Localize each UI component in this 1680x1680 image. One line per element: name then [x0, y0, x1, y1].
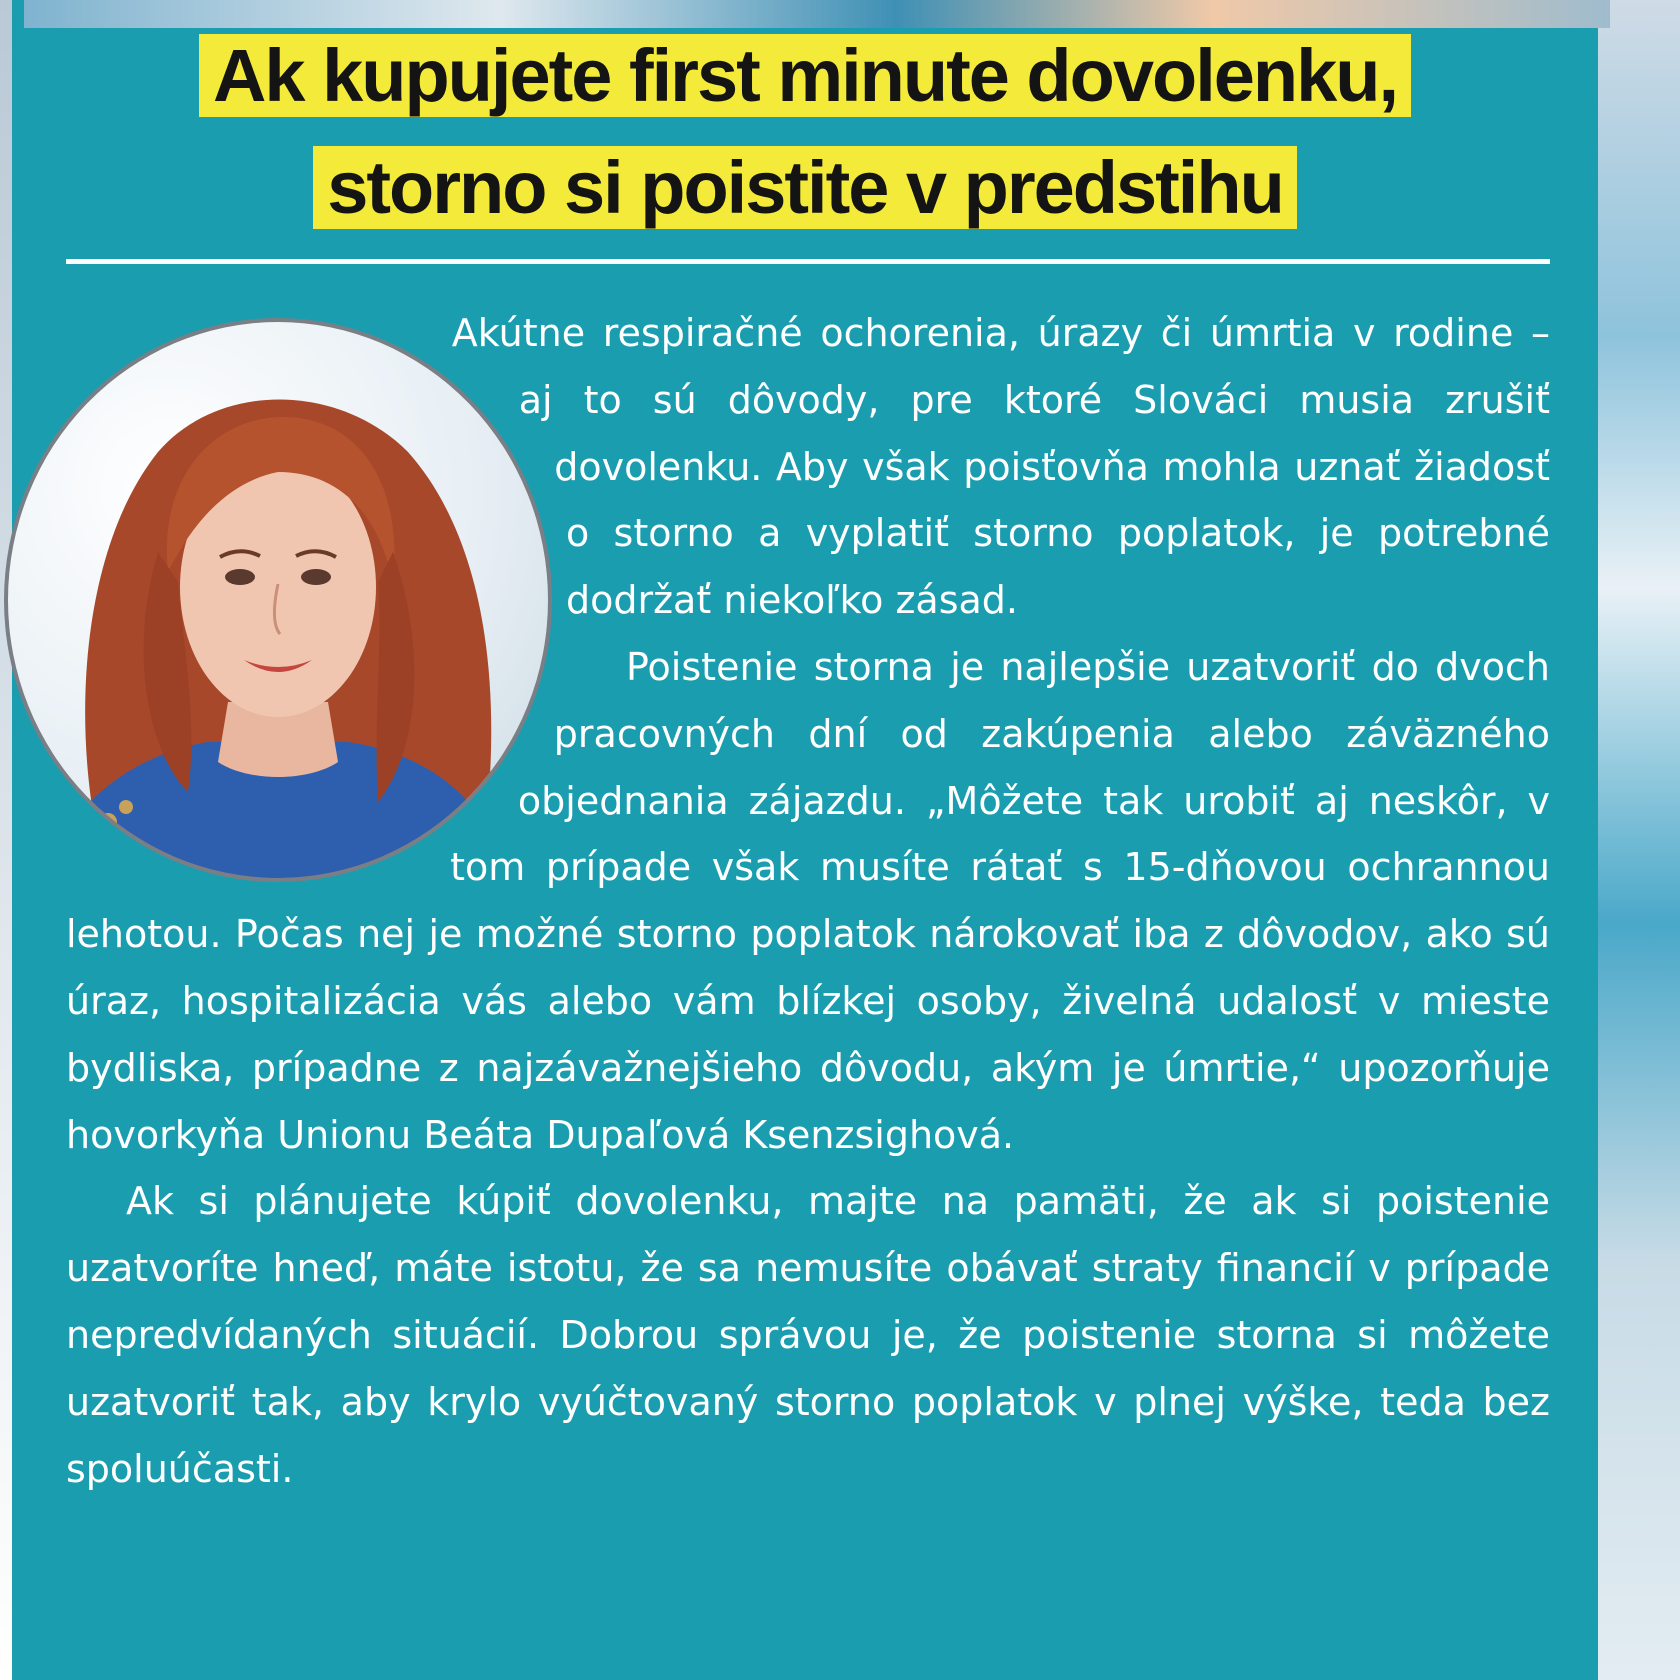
paragraph-2: Poistenie storna je najlepšie uzatvoriť do dvoch pracovných dní od zakúpenia alebo záväzného objednania zájazdu. „Môžete tak urobiť aj neskôr, v tom prípade však musíte rátať s 15-dňovou ochrannou lehotou. Počas nej je možné storno poplatok nárokovať iba z dôvodov, ako sú úraz, hospitalizácia vás alebo vám blízkej osoby, živelná udalosť v mieste bydliska, prípadne z najzávažnejšieho dôvodu, akým je úmrtie,“ upozorňuje hovorkyňa Unionu Beáta Dupaľová Ksenzsighová.: [66, 644, 1550, 1157]
article-panel: [12, 0, 1598, 1680]
paragraph-1: Akútne respiračné ochorenia, úrazy či úmrtia v rodine – aj to sú dôvody, pre ktoré Slováci musia zrušiť dovolenku. Aby však poisťovňa mohla uznať žiadosť o storno a vyplatiť storno poplatok, je potrebné dodržať niekoľko zásad.: [451, 311, 1550, 623]
paragraph-3: Ak si plánujete kúpiť dovolenku, majte na pamäti, že ak si poistenie uzatvoríte hneď, máte istotu, že sa nemusíte obávať straty financií v prípade nepredvídaných situácií. Dobrou správou je, že poistenie storna si môžete uzatvoriť tak, aby krylo vyúčtovaný storno poplatok v plnej výške, teda bez spoluúčasti.: [66, 1179, 1550, 1491]
headline: [12, 20, 1598, 244]
article-body: [66, 300, 1550, 1502]
right-photo-edge: [1598, 0, 1680, 1680]
portrait-wrap-space: [66, 300, 566, 900]
headline-line-1: Ak kupujete first minute dovolenku,: [199, 34, 1411, 117]
headline-line-2: storno si poistite v predstihu: [313, 146, 1297, 229]
headline-divider: [66, 259, 1550, 264]
